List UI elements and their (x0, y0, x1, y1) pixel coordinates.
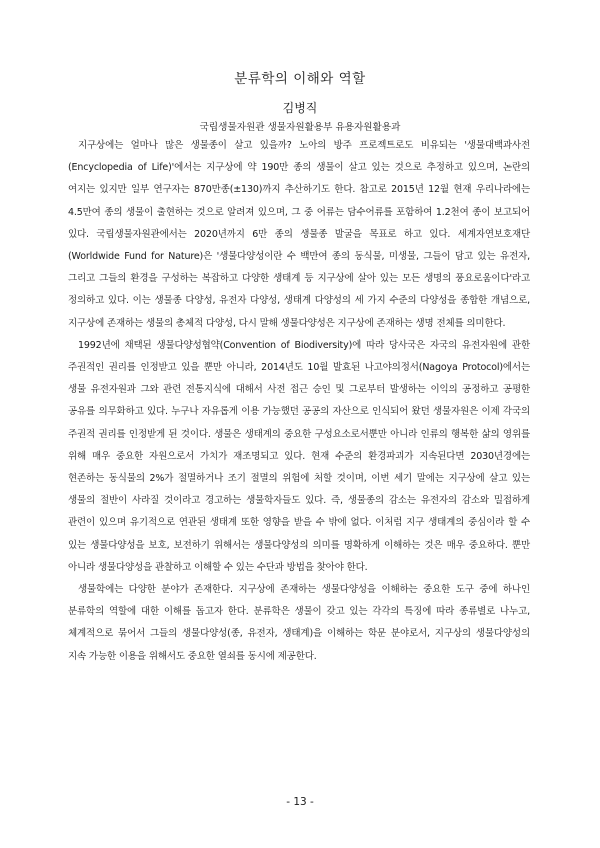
author-name: 김병직 (282, 101, 318, 115)
document-title: 분류학의 이해와 역할 (234, 71, 366, 87)
author-affiliation: 국립생물자원관 생물자원활용부 유용자원활용과 (199, 122, 401, 133)
paragraph-2: 1992년에 채택된 생물다양성협약(Convention of Biodiversity)에 따라 당사국은 자국의 유전자원에 관한 주권적인 권리를 인정받고 있을 뿐만 아니라, 2014년도 10월 발효된 나고야의정서(Nagoya Protocol)에서는 생물 유전자원과 그와 관련 전통지식에 대해서 사전 접근 승인 및 그로부터 발생하는 이익의 공정하고 공평한 공유를 의무화하고 있다. 누구나 자유롭게 이용 가능했던 공공의 자산으로 인식되어 왔던 생물자원은 이제 각국의 주권적 권리를 인정받게 된 것이다. 생물은 생태계의 중요한 구성요소로서뿐만 아니라 인류의 행복한 삶의 영위를 위해 매우 중요한 자원으로서 가치가 재조명되고 있다. 현재 수준의 환경파괴가 지속된다면 2030년경에는 현존하는 동식물의 2%가 절멸하거나 조기 절멸의 위험에 처할 것이며, 이번 세기 말에는 지구상에 살고 있는 생물의 절반이 사라질 것이라고 경고하는 생물학자들도 있다. 즉, 생물종의 감소는 유전자의 감소와 밀접하게 관련이 있으며 유기적으로 연관된 생태계 또한 영향을 받을 수 밖에 없다. 이처럼 지구 생태계의 중심이라 할 수 있는 생물다양성을 보호, 보전하기 위해서는 생물다양성의 의미를 명확하게 이해하는 것은 매우 중요하다. 뿐만 아니라 생물다양성을 관찰하고 이해할 수 있는 수단과 방법을 찾아야 한다. (68, 339, 530, 573)
page-number: - 13 - (286, 796, 314, 808)
paragraph-3: 생물학에는 다양한 분야가 존재한다. 지구상에 존재하는 생물다양성을 이해하는 중요한 도구 중에 하나인 분류학의 역할에 대한 이해를 돕고자 한다. 분류학은 생물이 갖고 있는 각각의 특징에 따라 종류별로 나누고, 체계적으로 묶어서 그들의 생물다양성(종, 유전자, 생태계)을 이해하는 학문 분야로서, 지구상의 생물다양성의 지속 가능한 이용을 위해서도 중요한 열쇠를 동시에 제공한다. (68, 584, 530, 662)
body-text (68, 135, 530, 668)
paragraph-1: 지구상에는 얼마나 많은 생물종이 살고 있을까? 노아의 방주 프로젝트로도 비유되는 '생물대백과사전(Encyclopedia of Life)'에서는 지구상에 약 190만 종의 생물이 살고 있는 것으로 추정하고 있으며, 논란의 여지는 있지만 일부 연구자는 870만종(±130)까지 추산하기도 한다. 참고로 2015년 12월 현재 우리나라에는 4.5만여 종의 생물이 출현하는 것으로 알려져 있으며, 그 중 어류는 담수어류를 포함하여 1.2천여 종이 보고되어 있다. 국립생물자원관에서는 2020년까지 6만 종의 생물종 발굴을 목표로 하고 있다. 세계자연보호재단(Worldwide Fund for Nature)은 '생물다양성이란 수 백만여 종의 동식물, 미생물, 그들이 담고 있는 유전자, 그리고 그들의 환경을 구성하는 복잡하고 다양한 생태계 등 지구상에 살아 있는 모든 생명의 풍요로움이다'라고 정의하고 있다. 이는 생물종 다양성, 유전자 다양성, 생태계 다양성의 세 가지 수준의 다양성을 종합한 개념으로, 지구상에 존재하는 생물의 총체적 다양성, 다시 말해 생물다양성은 지구상에 존재하는 생명 전체를 의미한다. (68, 140, 530, 329)
